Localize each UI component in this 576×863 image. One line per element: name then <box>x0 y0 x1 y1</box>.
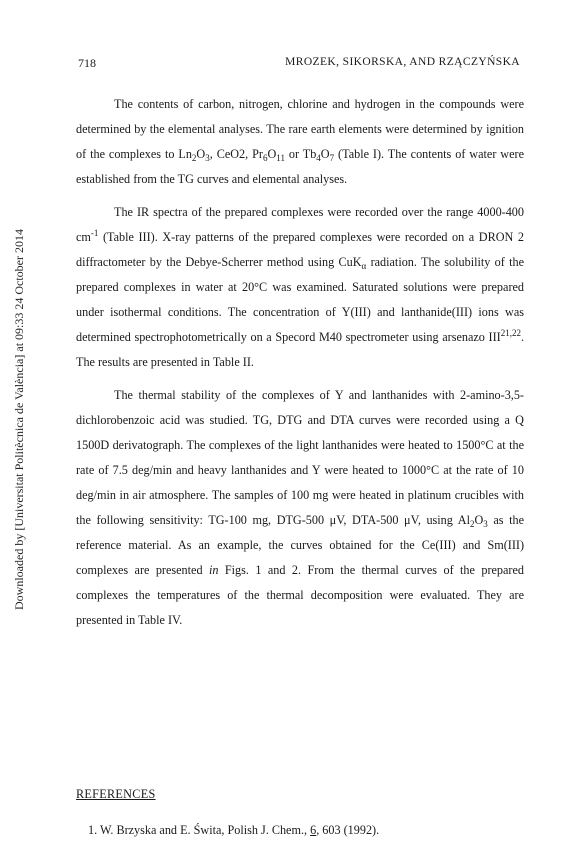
body-text <box>76 92 524 633</box>
running-head: MROZEK, SIKORSKA, AND RZĄCZYŃSKA <box>285 56 520 68</box>
paragraph-2: The IR spectra of the prepared complexes were recorded over the range 4000-400 $cm^{-1}$ (Table III). X-ray patterns of the prepared complexes were recorded on a DRON 2 diffractometer by the Debye-Scherrer method using CuK$_\alpha$ radiation. The solubility of the prepared complexes in water at 20°C was examined. Saturated solutions were prepared under isothermal conditions. The concentration of Y(III) and lanthanide(III) ions was determined spectrophotometrically on a Specord M40 spectrometer using arsenazo III$^{21,22}$. The results are presented in Table II. <box>76 205 524 369</box>
reference-item: 1. W. Brzyska and E. Świta, Polish J. Chem., 6, 603 (1992). <box>88 823 380 837</box>
download-stamp: Downloaded by [Universitat Politècnica de València] at 09:33 24 October 2014 <box>12 228 26 610</box>
page-number: 718 <box>78 56 96 70</box>
paragraph-3: The thermal stability of the complexes of Y and lanthanides with 2-amino-3,5-dichlorobenzoic acid was studied. TG, DTG and DTA curves were recorded using a Q 1500D derivatograph. The complexes of the light lanthanides were heated to 1500°C at the rate of 7.5 deg/min and heavy lanthanides and Y were heated to 1000°C at the rate of 10 deg/min in air atmosphere. The samples of 100 mg were heated in platinum crucibles with the following sensitivity: TG-100 mg, DTG-500 μV, DTA-500 μV, using $Al_2O_3$ as the reference material. As an example, the curves obtained for the Ce(III) and Sm(III) complexes are presented in Figs. 1 and 2. From the thermal curves of the prepared complexes the temperatures of the thermal decomposition were evaluated. They are presented in Table IV. <box>76 388 524 627</box>
references-heading: REFERENCES <box>76 787 156 801</box>
paragraph-1: The contents of carbon, nitrogen, chlorine and hydrogen in the compounds were determined by the elemental analyses. The rare earth elements were determined by ignition of the complexes to $Ln_2O_3$, CeO2, $Pr_6O_{11}$ or $Tb_4O_7$ (Table I). The contents of water were established from the TG curves and elemental analyses. <box>76 97 524 186</box>
